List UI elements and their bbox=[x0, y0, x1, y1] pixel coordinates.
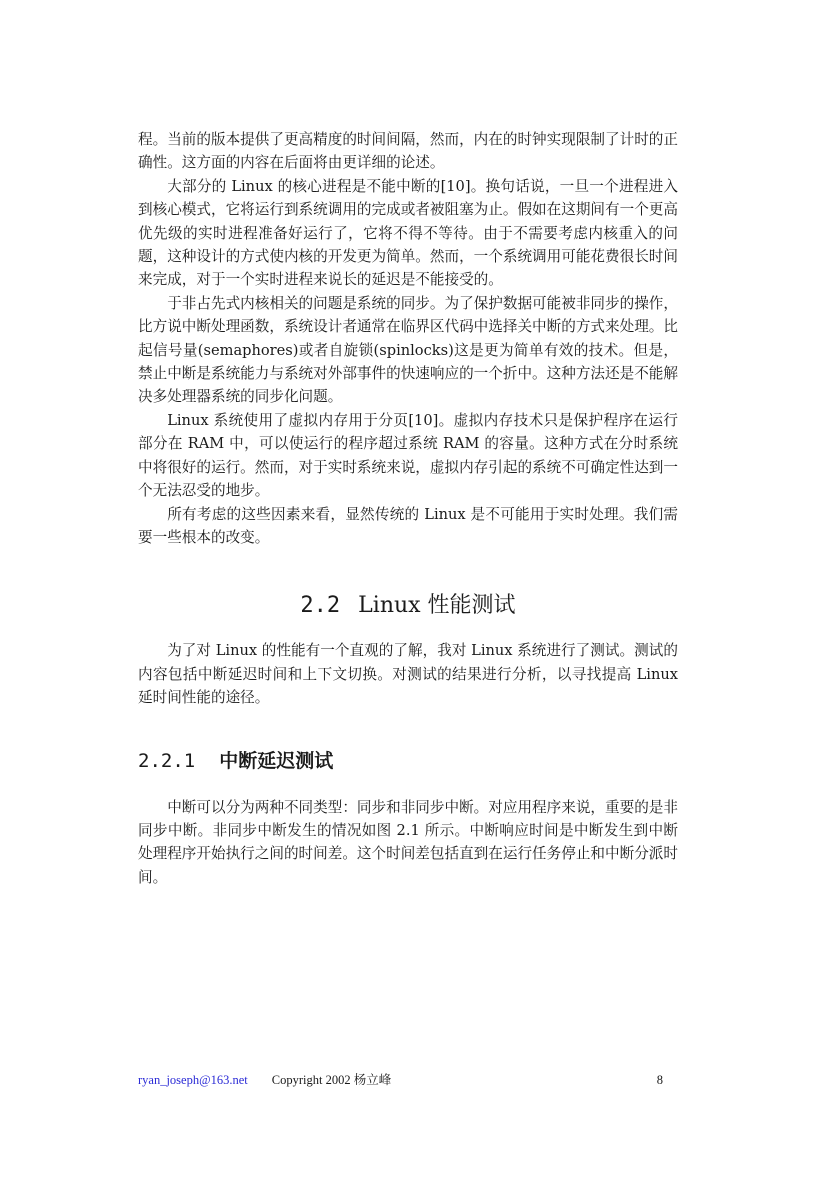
page-body bbox=[138, 128, 678, 889]
body-paragraph: 中断可以分为两种不同类型：同步和非同步中断。对应用程序来说，重要的是非同步中断。非同步中断发生的情况如图 2.1 所示。中断响应时间是中断发生到中断处理程序开始执行之间的时间差。这个时间差包括直到在运行任务停止和中断分派时间。 bbox=[138, 798, 678, 886]
page-footer bbox=[138, 1072, 663, 1088]
footer-email: ryan_joseph@163.net bbox=[138, 1073, 248, 1087]
subsection-title-text: 中断延迟测试 bbox=[219, 749, 334, 772]
subsection-heading bbox=[138, 748, 678, 774]
subsection-number: 2.2.1 bbox=[138, 749, 196, 772]
section-heading bbox=[138, 591, 678, 621]
body-paragraph: 程。当前的版本提供了更高精度的时间间隔，然而，内在的时钟实现限制了计时的正确性。这方面的内容在后面将由更详细的论述。 bbox=[138, 131, 678, 172]
body-paragraph: 大部分的 Linux 的核心进程是不能中断的[10]。换句话说，一旦一个进程进入到核心模式，它将运行到系统调用的完成或者被阻塞为止。假如在这期间有一个更高优先级的实时进程准备好运行了，它将不得不等待。由于不需要考虑内核重入的问题，这种设计的方式使内核的开发更为简单。然而，一个系统调用可能花费很长时间来完成，对于一个实时进程来说长的延迟是不能接受的。 bbox=[138, 177, 678, 289]
page-number: 8 bbox=[656, 1073, 663, 1087]
body-paragraph: 所有考虑的这些因素来看，显然传统的 Linux 是不可能用于实时处理。我们需要一些根本的改变。 bbox=[138, 505, 678, 546]
body-paragraph: 为了对 Linux 的性能有一个直观的了解，我对 Linux 系统进行了测试。测试的内容包括中断延迟时间和上下文切换。对测试的结果进行分析，以寻找提高 Linux 延时间性能的途径。 bbox=[138, 642, 678, 707]
section-title-text: Linux 性能测试 bbox=[358, 593, 516, 619]
section-number: 2.2 bbox=[300, 593, 341, 619]
body-paragraph: 于非占先式内核相关的问题是系统的同步。为了保护数据可能被非同步的操作，比方说中断处理函数，系统设计者通常在临界区代码中选择关中断的方式来处理。比起信号量(semaphores)或者自旋锁(spinlocks)这是更为简单有效的技术。但是，禁止中断是系统能力与系统对外部事件的快速响应的一个折中。这种方法还是不能解决多处理器系统的同步化问题。 bbox=[138, 294, 678, 406]
body-paragraph: Linux 系统使用了虚拟内存用于分页[10]。虚拟内存技术只是保护程序在运行部分在 RAM 中，可以使运行的程序超过系统 RAM 的容量。这种方式在分时系统中将很好的运行。然而，对于实时系统来说，虚拟内存引起的系统不可确定性达到一个无法忍受的地步。 bbox=[138, 411, 678, 500]
footer-copyright: Copyright 2002 杨立峰 bbox=[271, 1073, 392, 1087]
